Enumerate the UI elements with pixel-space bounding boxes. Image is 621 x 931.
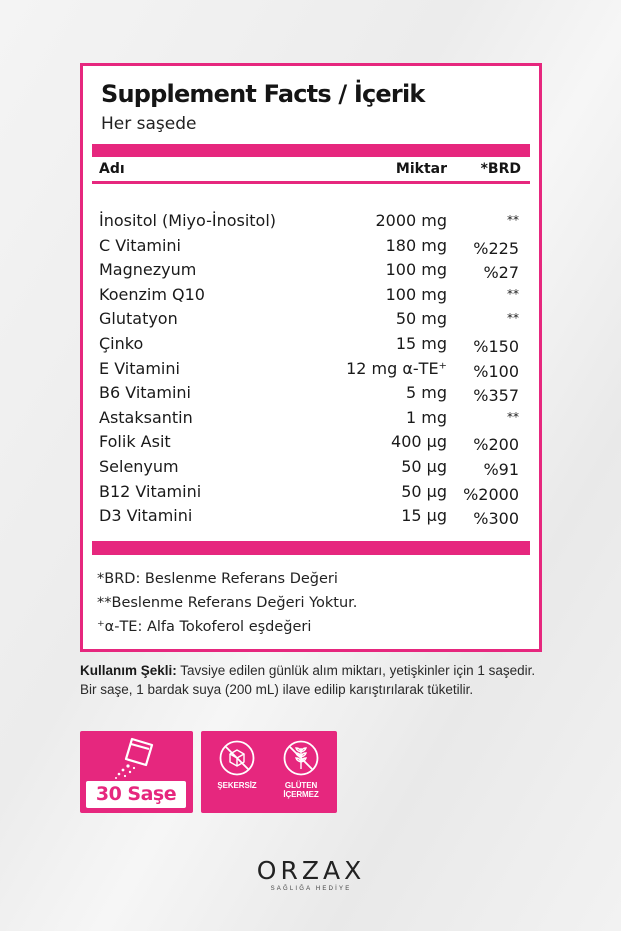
sachet-count-badge [80,731,193,813]
supplement-facts-panel [80,63,542,652]
nutrient-amount: 12 mg α-TE⁺ [346,358,447,378]
nutrient-brd: ** [507,409,519,424]
facts-header-row [83,161,539,181]
nutrient-list [83,211,539,531]
facts-subtitle: Her saşede [101,114,197,134]
facts-title: Supplement Facts / İçerik [101,80,425,108]
nutrient-name: Selenyum [99,456,179,476]
header-name: Adı [99,161,125,177]
nutrient-row [83,457,539,482]
nutrient-amount: 15 mg [395,333,447,353]
header-amount: Miktar [395,161,447,177]
nutrient-name: Folik Asit [99,432,171,452]
top-divider-bar [92,144,530,157]
nutrient-brd: %2000 [463,484,519,504]
nutrient-row [83,359,539,384]
usage-label: Kullanım Şekli: [80,663,177,678]
nutrient-name: B12 Vitamini [99,481,202,501]
footnote-alpha-te: ⁺α-TE: Alfa Tokoferol eşdeğeri [97,619,312,635]
nutrient-row [83,334,539,359]
sugar-cube-crossed-icon [218,739,256,777]
nutrient-name: İnositol (Miyo-İnositol) [99,211,277,230]
nutrient-amount: 5 mg [405,383,447,403]
brand-name: ORZAX [256,856,366,885]
usage-instructions [80,661,550,699]
nutrient-brd: %27 [483,263,519,283]
nutrient-brd: %357 [473,386,519,406]
nutrient-name: E Vitamini [99,358,180,378]
nutrient-row [83,260,539,285]
nutrient-amount: 180 mg [385,235,447,255]
nutrient-brd: %150 [473,336,519,356]
nutrient-name: Astaksantin [99,407,193,427]
footnote-brd: *BRD: Beslenme Referans Değeri [97,571,338,587]
nutrient-name: D3 Vitamini [99,506,193,526]
footnote-no-brd: **Beslenme Referans Değeri Yoktur. [97,595,358,611]
nutrient-amount: 50 µg [401,481,447,501]
nutrient-name: B6 Vitamini [99,383,191,403]
nutrient-row [83,383,539,408]
sachet-count-label: 30 Saşe [86,781,186,808]
usage-text: Tavsiye edilen günlük alım miktarı, yetişkinler için 1 saşedir. Bir saşe, 1 bardak suya (200 mL) ilave edilip karıştırılarak tüketilir. [80,663,536,697]
claim-sugar-free [207,739,267,790]
claim-sugar-free-label: ŞEKERSİZ [217,781,257,790]
nutrient-name: Magnezyum [99,260,197,280]
brand-tagline: SAĞLIĞA HEDİYE [270,886,352,892]
nutrient-row [83,432,539,457]
brand-logo [246,856,376,892]
nutrient-row [83,408,539,433]
nutrient-amount: 100 mg [385,260,447,280]
nutrient-brd: ** [507,311,519,326]
nutrient-amount: 50 mg [395,309,447,329]
nutrient-amount: 50 µg [401,456,447,476]
nutrient-name: Glutatyon [99,309,178,329]
claim-gluten-free [271,739,331,799]
footnotes [97,567,357,639]
header-brd: *BRD [480,161,521,177]
claim-gluten-free-label-1: GLÜTEN [284,781,318,790]
nutrient-row [83,211,539,236]
nutrient-amount: 2000 mg [375,211,447,230]
nutrient-row [83,482,539,507]
bottom-divider-bar [92,541,530,555]
claims-badge [201,731,337,813]
nutrient-brd: %200 [473,435,519,455]
nutrient-row [83,506,539,531]
nutrient-brd: %300 [473,509,519,529]
nutrient-amount: 100 mg [385,284,447,304]
nutrient-name: Koenzim Q10 [99,284,205,304]
nutrient-brd: %225 [473,238,519,258]
nutrient-name: C Vitamini [99,235,181,255]
nutrient-brd: %100 [473,361,519,381]
nutrient-amount: 1 mg [405,407,447,427]
nutrient-row [83,285,539,310]
header-divider-bar [92,181,530,184]
nutrient-brd: ** [507,286,519,301]
nutrient-amount: 15 µg [401,506,447,526]
nutrient-row [83,309,539,334]
nutrient-name: Çinko [99,333,144,353]
nutrient-brd: %91 [483,459,519,479]
wheat-crossed-icon [282,739,320,777]
nutrient-brd: ** [507,213,519,227]
sachet-icon [110,735,162,781]
nutrient-row [83,236,539,261]
claim-gluten-free-label-2: İÇERMEZ [283,790,319,799]
nutrient-amount: 400 µg [391,432,447,452]
